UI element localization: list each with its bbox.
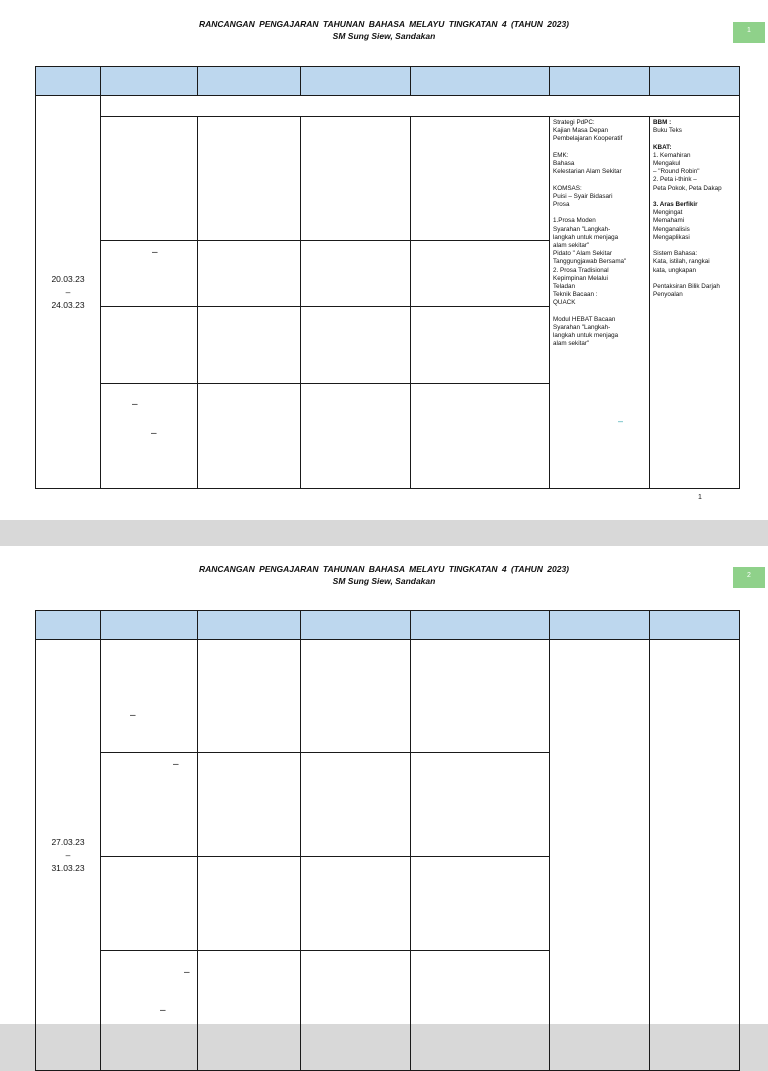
table-cell bbox=[411, 857, 550, 951]
header-school: SM Sung Siew, Sandakan bbox=[332, 576, 436, 586]
text-line: KOMSAS: bbox=[553, 184, 582, 192]
text-line: Tanggungjawab Bersama" bbox=[553, 258, 627, 266]
lesson-plan-table bbox=[35, 610, 740, 1071]
table-cell bbox=[411, 117, 550, 241]
text-line: Syarahan "Langkah- bbox=[553, 324, 611, 332]
table-cell bbox=[301, 753, 411, 857]
table-cell bbox=[198, 951, 301, 1071]
text-line: Teknik Bacaan : bbox=[553, 291, 598, 299]
bbm-list bbox=[653, 127, 736, 135]
text-line: Penyoalan bbox=[653, 291, 683, 299]
table-cell bbox=[198, 117, 301, 241]
text-line bbox=[553, 144, 646, 152]
text-line: Kelestarian Alam Sekitar bbox=[553, 168, 622, 176]
table-cell bbox=[101, 753, 198, 857]
text-line: 1. Kemahiran bbox=[653, 151, 691, 159]
table-cell bbox=[198, 857, 301, 951]
header-cell bbox=[411, 67, 550, 96]
lesson-plan-table bbox=[35, 66, 740, 489]
text-line: Buku Teks bbox=[653, 127, 682, 135]
table-cell bbox=[301, 241, 411, 307]
text-line: EMK: bbox=[553, 151, 569, 159]
sistem-bahasa-list bbox=[653, 250, 736, 275]
header-cell bbox=[550, 611, 650, 640]
header-cell bbox=[650, 67, 740, 96]
strategy-cell bbox=[550, 117, 650, 489]
text-line: Puisi – Syair Bidasari bbox=[553, 192, 613, 200]
pentaksiran-list bbox=[653, 283, 736, 299]
table-header-row bbox=[36, 67, 740, 96]
dash-mark: – bbox=[151, 428, 157, 439]
text-line: Bahasa bbox=[553, 160, 575, 168]
header-title: RANCANGAN PENGAJARAN TAHUNAN BAHASA MELAYU TINGKATAN 4 (TAHUN 2023) bbox=[198, 564, 570, 574]
table-cell bbox=[101, 241, 198, 307]
text-line: 2. Peta i-think – bbox=[653, 176, 697, 184]
header-cell bbox=[198, 611, 301, 640]
page-header bbox=[0, 563, 768, 587]
header-cell bbox=[101, 67, 198, 96]
table-cell bbox=[101, 384, 198, 489]
table-cell bbox=[101, 857, 198, 951]
text-line: Modul HEBAT Bacaan bbox=[553, 315, 616, 323]
table-row bbox=[36, 96, 740, 117]
text-line: alam sekitar" bbox=[553, 242, 590, 250]
document-page-2 bbox=[0, 546, 768, 1024]
text-line: Kajian Masa Depan bbox=[553, 127, 608, 135]
header-cell bbox=[101, 611, 198, 640]
text-line: Prosa bbox=[553, 201, 570, 209]
kbat-title: KBAT: bbox=[653, 143, 672, 151]
date-end: 31.03.23 bbox=[51, 862, 85, 873]
text-line: QUACK bbox=[553, 299, 576, 307]
text-line: 2. Prosa Tradisional bbox=[553, 266, 609, 274]
dash-mark: – bbox=[618, 416, 624, 426]
header-school: SM Sung Siew, Sandakan bbox=[332, 31, 436, 41]
text-line: Teladan bbox=[553, 283, 576, 291]
text-line: Kepimpinan Melalui bbox=[553, 274, 608, 282]
text-line: Pentaksiran Bilik Darjah bbox=[653, 283, 720, 291]
page-badge: 2 bbox=[733, 567, 765, 588]
bbm-cell bbox=[650, 640, 740, 1071]
text-line: Syarahan "Langkah- bbox=[553, 225, 611, 233]
table-header-row bbox=[36, 611, 740, 640]
table-cell bbox=[198, 384, 301, 489]
page-number: 1 bbox=[698, 494, 702, 501]
text-line: – "Round Robin" bbox=[653, 168, 700, 176]
table-cell bbox=[301, 951, 411, 1071]
kbat-list bbox=[653, 152, 736, 193]
theme-cell bbox=[101, 96, 740, 117]
header-cell bbox=[550, 67, 650, 96]
header-cell bbox=[198, 67, 301, 96]
table-cell bbox=[198, 241, 301, 307]
header-cell bbox=[301, 67, 411, 96]
text-line: Mengaplikasi bbox=[653, 233, 690, 241]
table-cell bbox=[101, 307, 198, 384]
text-line: Pidato " Alam Sekitar bbox=[553, 250, 612, 258]
table-cell bbox=[101, 951, 198, 1071]
header-cell bbox=[301, 611, 411, 640]
text-line: Strategi PdPC: bbox=[553, 119, 595, 126]
dash-mark: – bbox=[173, 759, 179, 770]
text-line bbox=[553, 308, 646, 316]
text-line: Kata, istilah, rangkai bbox=[653, 258, 710, 266]
text-line: Peta Pokok, Peta Dakap bbox=[653, 184, 722, 192]
document-page-1 bbox=[0, 0, 768, 520]
header-cell bbox=[411, 611, 550, 640]
page-header bbox=[0, 18, 768, 42]
header-cell-week bbox=[36, 611, 101, 640]
page-badge: 1 bbox=[733, 22, 765, 43]
aras-title: 3. Aras Berfikir bbox=[653, 201, 698, 209]
table-cell bbox=[301, 307, 411, 384]
table-cell bbox=[411, 951, 550, 1071]
table-cell bbox=[301, 384, 411, 489]
text-line: kata, ungkapan bbox=[653, 266, 697, 274]
dash-mark: – bbox=[152, 247, 158, 258]
table-cell bbox=[301, 117, 411, 241]
table-cell bbox=[198, 307, 301, 384]
text-line: Menganalisis bbox=[653, 225, 690, 233]
table-cell bbox=[101, 117, 198, 241]
bbm-cell bbox=[650, 117, 740, 489]
header-title: RANCANGAN PENGAJARAN TAHUNAN BAHASA MELAYU TINGKATAN 4 (TAHUN 2023) bbox=[198, 19, 570, 29]
dash-mark: – bbox=[160, 1005, 166, 1016]
aras-list bbox=[653, 209, 736, 242]
strategy-list bbox=[553, 119, 646, 349]
table-cell bbox=[301, 857, 411, 951]
text-line: Mengingat bbox=[653, 209, 683, 217]
text-line: 1.Prosa Moden bbox=[553, 217, 596, 225]
date-separator: – bbox=[65, 286, 71, 297]
date-start: 27.03.23 bbox=[51, 836, 85, 847]
table-cell bbox=[198, 753, 301, 857]
date-start: 20.03.23 bbox=[51, 273, 85, 284]
table-cell bbox=[411, 384, 550, 489]
text-line: Sistem Bahasa: bbox=[653, 250, 698, 258]
strategy-cell bbox=[550, 640, 650, 1071]
table-row bbox=[36, 117, 740, 241]
week-date-cell bbox=[36, 96, 101, 489]
dash-mark: – bbox=[130, 710, 136, 721]
week-date-cell bbox=[36, 640, 101, 1071]
table-cell bbox=[411, 640, 550, 753]
text-line: Pembelajaran Kooperatif bbox=[553, 135, 623, 143]
text-line bbox=[553, 209, 646, 217]
table-cell bbox=[411, 753, 550, 857]
text-line: Memahami bbox=[653, 217, 685, 225]
text-line: langkah untuk menjaga bbox=[553, 233, 619, 241]
table-cell bbox=[101, 640, 198, 753]
text-line: Mengakul bbox=[653, 160, 681, 168]
table-cell bbox=[411, 241, 550, 307]
bbm-title: BBM : bbox=[653, 119, 672, 126]
date-end: 24.03.23 bbox=[51, 299, 85, 310]
header-cell-week bbox=[36, 67, 101, 96]
table-row bbox=[36, 640, 740, 753]
table-cell bbox=[301, 640, 411, 753]
text-line: alam sekitar" bbox=[553, 340, 590, 348]
dash-mark: – bbox=[184, 967, 190, 978]
table-cell bbox=[411, 307, 550, 384]
dash-mark: – bbox=[132, 399, 138, 410]
date-separator: – bbox=[65, 849, 71, 860]
text-line bbox=[553, 176, 646, 184]
text-line: langkah untuk menjaga bbox=[553, 332, 619, 340]
header-cell bbox=[650, 611, 740, 640]
table-cell bbox=[198, 640, 301, 753]
